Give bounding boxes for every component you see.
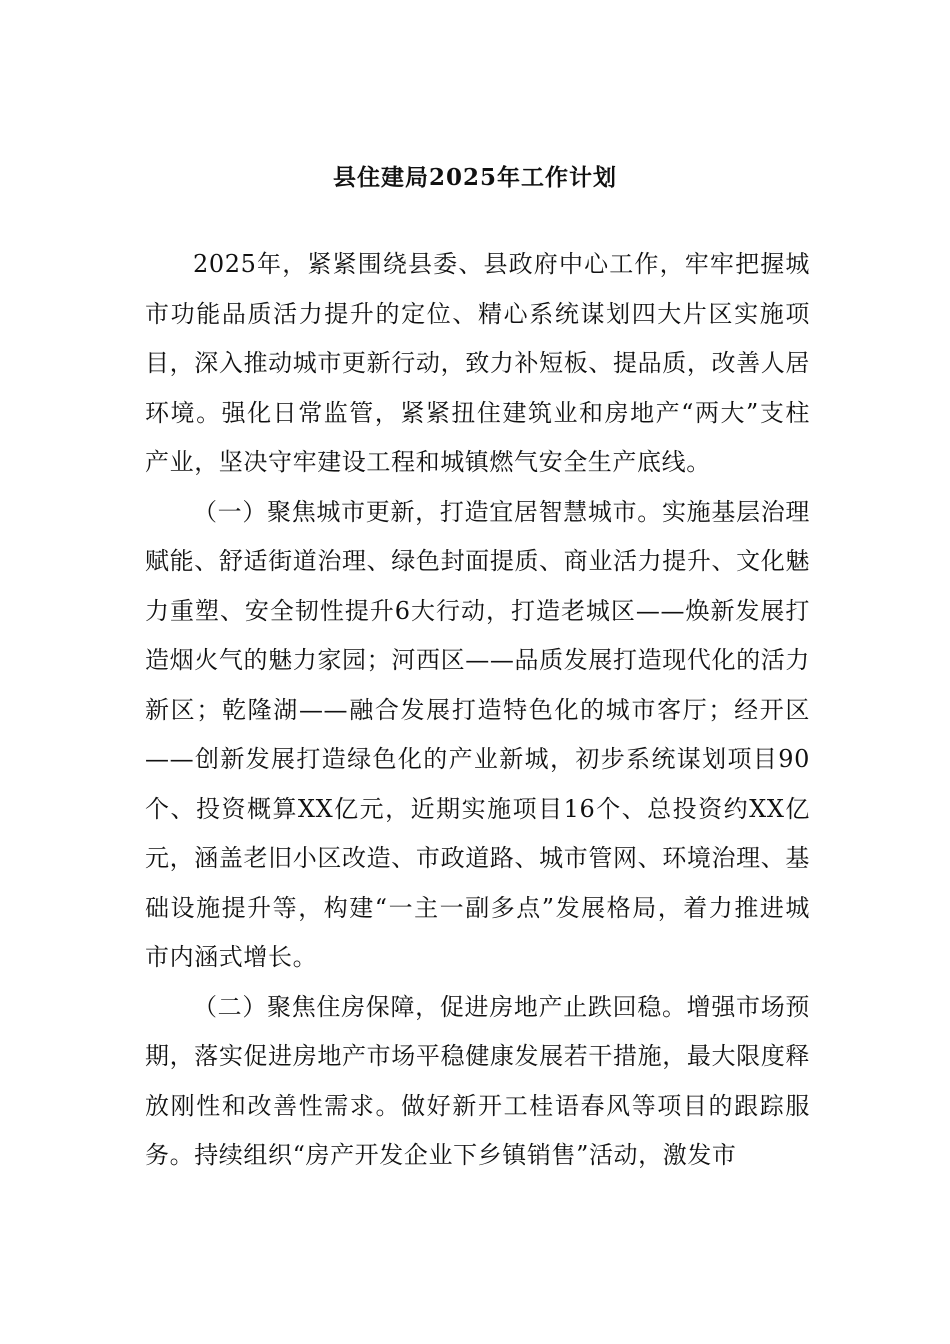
document-title: 县住建局2025年工作计划	[332, 164, 617, 191]
paragraph-housing-security: （二）聚焦住房保障，促进房地产止跌回稳。增强市场预期，落实促进房地产市场平稳健康发展若干措施，最大限度释放刚性和改善性需求。做好新开工桂语春风等项目的跟踪服务。持续组织“房产开发企业下乡镇销售”活动，激发市	[145, 992, 810, 1169]
document-body	[145, 240, 810, 1181]
paragraph-intro: 2025年，紧紧围绕县委、县政府中心工作，牢牢把握城市功能品质活力提升的定位、精心系统谋划四大片区实施项目，深入推动城市更新行动，致力补短板、提品质，改善人居环境。强化日常监管，紧紧扭住建筑业和房地产“两大”支柱产业，坚决守牢建设工程和城镇燃气安全生产底线。	[145, 250, 810, 476]
paragraph-urban-renewal: （一）聚焦城市更新，打造宜居智慧城市。实施基层治理赋能、舒适街道治理、绿色封面提质、商业活力提升、文化魅力重塑、安全韧性提升6大行动，打造老城区——焕新发展打造烟火气的魅力家园；河西区——品质发展打造现代化的活力新区；乾隆湖——融合发展打造特色化的城市客厅；经开区——创新发展打造绿色化的产业新城，初步系统谋划项目90个、投资概算XX亿元，近期实施项目16个、总投资约XX亿元，涵盖老旧小区改造、市政道路、城市管网、环境治理、基础设施提升等，构建“一主一副多点”发展格局，着力推进城市内涵式增长。	[145, 497, 810, 971]
